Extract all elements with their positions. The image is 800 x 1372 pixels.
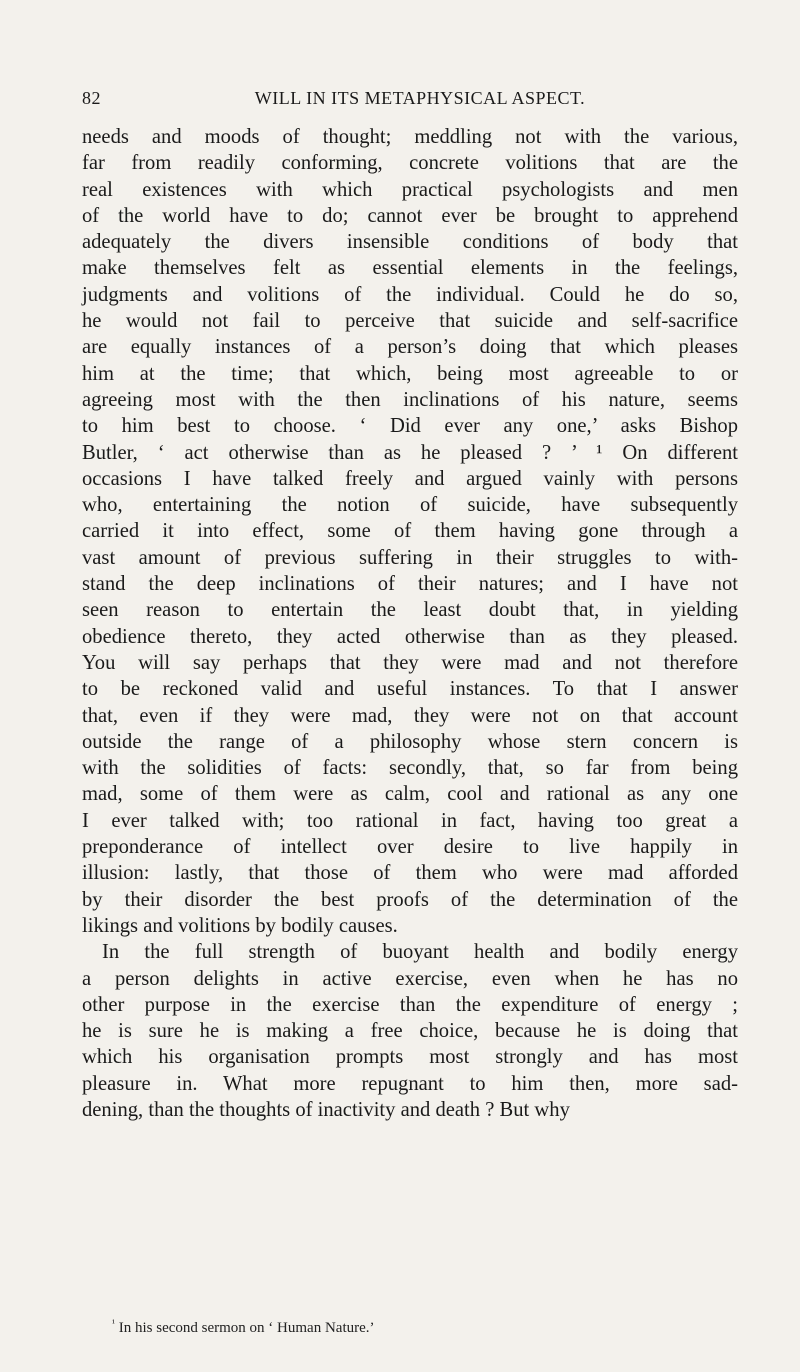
text-line: who, entertaining the notion of suicide, have subsequently xyxy=(82,494,738,517)
text-line: make themselves felt as essential elements in the feelings, xyxy=(82,257,738,280)
text-line: vast amount of previous suffering in their struggles to with- xyxy=(82,546,738,569)
text-line: to be reckoned valid and useful instances. To that I answer xyxy=(82,678,738,701)
text-line: illusion: lastly, that those of them who were mad afforded xyxy=(82,862,738,885)
text-line: needs and moods of thought; meddling not with the various, xyxy=(82,126,738,148)
text-line: dening, than the thoughts of inactivity and death ? But why xyxy=(82,1098,570,1121)
text-line: he is sure he is making a free choice, because he is doing that xyxy=(82,1020,738,1043)
text-line: seen reason to entertain the least doubt that, in yielding xyxy=(82,599,738,622)
text-line: You will say perhaps that they were mad and not therefore xyxy=(82,651,738,674)
text-line: likings and volitions by bodily causes. xyxy=(82,914,398,937)
text-line: other purpose in the exercise than the expenditure of energy ; xyxy=(82,993,738,1016)
text-line: by their disorder the best proofs of the determination of the xyxy=(82,888,738,911)
text-line: agreeing most with the then inclinations of his nature, seems xyxy=(82,388,738,411)
text-line: far from readily conforming, concrete volitions that are the xyxy=(82,152,738,175)
text-line: preponderance of intellect over desire to live happily in xyxy=(82,836,738,859)
text-line: obedience thereto, they acted otherwise than as they pleased. xyxy=(82,625,738,648)
footnote xyxy=(112,1318,375,1337)
text-line: are equally instances of a person’s doing that which pleases xyxy=(82,336,738,359)
footnote-text: In his second sermon on ‘ Human Nature.’ xyxy=(115,1320,375,1336)
text-line: him at the time; that which, being most agreeable to or xyxy=(82,362,738,385)
text-line: carried it into effect, some of them having gone through a xyxy=(82,520,738,543)
text-line: I ever talked with; too rational in fact, having too great a xyxy=(82,809,738,832)
text-line: judgments and volitions of the individual. Could he do so, xyxy=(82,283,738,306)
text-line: with the solidities of facts: secondly, that, so far from being xyxy=(82,757,738,780)
text-line: to him best to choose. ‘ Did ever any one,’ asks Bishop xyxy=(82,415,738,438)
text-line: occasions I have talked freely and argued vainly with persons xyxy=(82,467,738,490)
footnote-marker: ¹ xyxy=(112,1318,115,1329)
running-title: WILL IN ITS METAPHYSICAL ASPECT. xyxy=(254,88,586,108)
text-line: real existences with which practical psychologists and men xyxy=(82,178,738,201)
page-number: 82 xyxy=(82,88,101,108)
text-line: a person delights in active exercise, even when he has no xyxy=(82,967,738,990)
text-line: of the world have to do; cannot ever be brought to apprehend xyxy=(82,204,738,227)
text-line: stand the deep inclinations of their natures; and I have not xyxy=(82,573,738,596)
body-text xyxy=(82,124,738,1123)
text-line: Butler, ‘ act otherwise than as he pleased ? ’ ¹ On different xyxy=(82,441,738,464)
running-head xyxy=(82,88,738,112)
text-line: which his organisation prompts most strongly and has most xyxy=(82,1046,738,1069)
text-line: In the full strength of buoyant health and bodily energy xyxy=(102,941,738,964)
text-line: outside the range of a philosophy whose stern concern is xyxy=(82,730,738,753)
text-line: he would not fail to perceive that suicide and self-sacrifice xyxy=(82,310,738,333)
text-line: mad, some of them were as calm, cool and rational as any one xyxy=(82,783,738,806)
text-line: that, even if they were mad, they were not on that account xyxy=(82,704,738,727)
text-line: pleasure in. What more repugnant to him then, more sad- xyxy=(82,1072,738,1095)
text-line: adequately the divers insensible conditions of body that xyxy=(82,231,738,254)
